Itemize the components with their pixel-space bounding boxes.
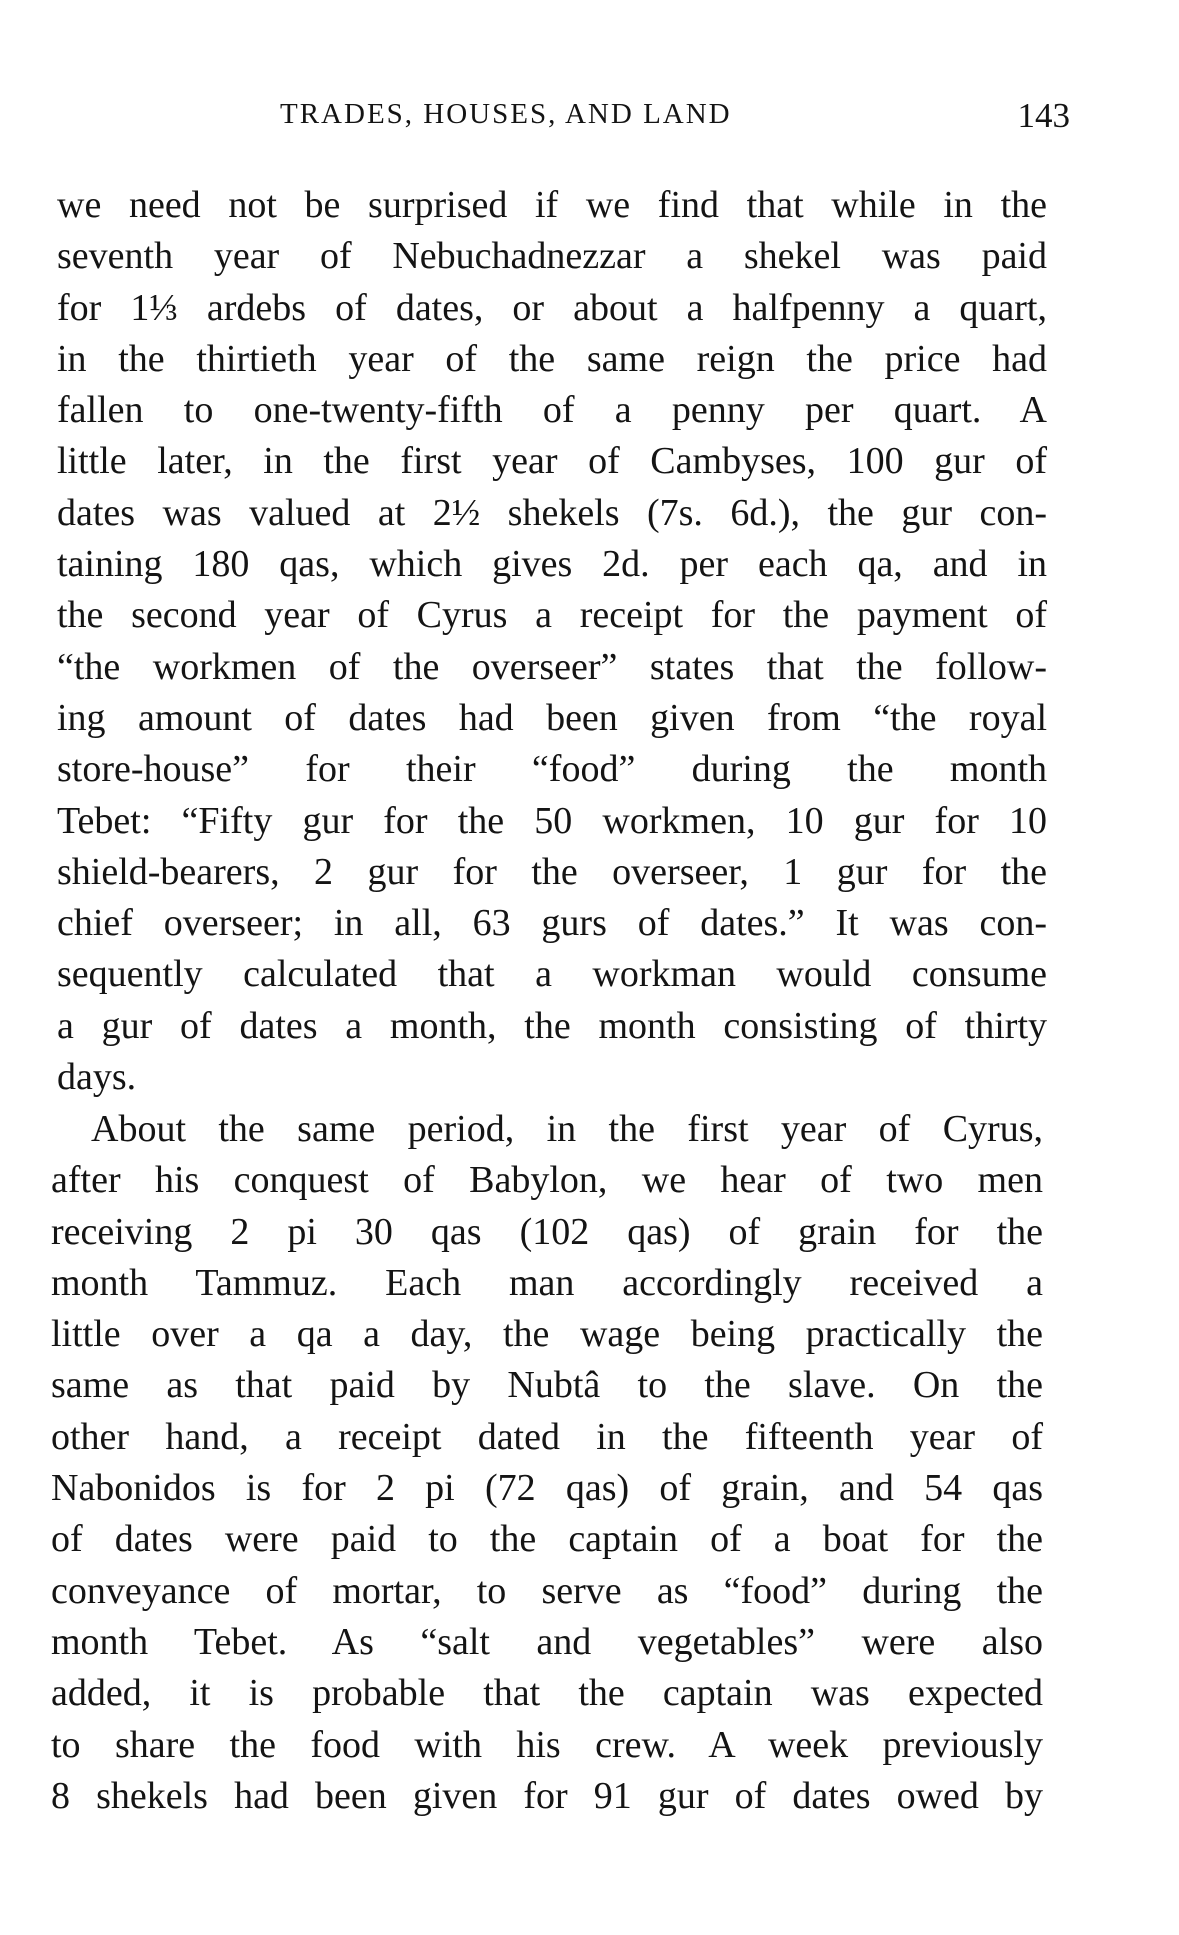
text-line: chief overseer; in all, 63 gurs of dates.” It was con- — [57, 902, 1047, 945]
page-number: 143 — [1017, 96, 1070, 135]
text-line: to share the food with his crew. A week previously — [51, 1723, 1043, 1766]
text-line: shield-bearers, 2 gur for the overseer, 1 gur for the — [57, 850, 1047, 893]
text-line: sequently calculated that a workman would consume — [57, 953, 1047, 996]
text-line: days. — [57, 1056, 137, 1099]
text-line: conveyance of mortar, to serve as “food” during the — [51, 1569, 1043, 1612]
text-line: “the workmen of the overseer” states that the follow- — [57, 645, 1047, 688]
text-line: seventh year of Nebuchadnezzar a shekel was paid — [57, 235, 1047, 278]
paragraph — [57, 180, 1047, 1103]
text-line: taining 180 qas, which gives 2d. per each qa, and in — [57, 543, 1047, 586]
text-line: fallen to one-twenty-fifth of a penny per quart. A — [57, 389, 1047, 432]
text-line: receiving 2 pi 30 qas (102 qas) of grain for the — [51, 1210, 1043, 1253]
text-line: little later, in the first year of Cambyses, 100 gur of — [57, 440, 1047, 483]
text-line: ing amount of dates had been given from “the royal — [57, 696, 1047, 739]
text-line: of dates were paid to the captain of a boat for the — [51, 1518, 1043, 1561]
page-header — [60, 96, 1070, 136]
text-line: store-house” for their “food” during the month — [57, 748, 1047, 791]
text-line: Tebet: “Fifty gur for the 50 workmen, 10 gur for 10 — [57, 799, 1047, 842]
text-line: a gur of dates a month, the month consisting of thirty — [57, 1004, 1047, 1047]
text-line: other hand, a receipt dated in the fifteenth year of — [51, 1415, 1043, 1458]
text-line: we need not be surprised if we find that while in the — [57, 184, 1047, 226]
paragraph — [51, 1104, 1043, 1822]
text-line: added, it is probable that the captain was expected — [51, 1672, 1043, 1715]
text-line: same as that paid by Nubtâ to the slave. On the — [51, 1364, 1043, 1407]
running-head: TRADES, HOUSES, AND LAND — [280, 98, 732, 130]
text-line: in the thirtieth year of the same reign the price had — [57, 337, 1047, 380]
text-line: after his conquest of Babylon, we hear of two men — [51, 1159, 1043, 1202]
text-line: month Tebet. As “salt and vegetables” were also — [51, 1620, 1043, 1663]
text-line: for 1⅓ ardebs of dates, or about a halfpenny a quart, — [57, 286, 1047, 329]
text-line: 8 shekels had been given for 91 gur of dates owed by — [51, 1774, 1043, 1817]
text-line: About the same period, in the first year of Cyrus, — [91, 1108, 1043, 1150]
text-line: the second year of Cyrus a receipt for the payment of — [57, 594, 1047, 637]
text-line: Nabonidos is for 2 pi (72 qas) of grain, and 54 qas — [51, 1467, 1043, 1510]
text-line: little over a qa a day, the wage being practically the — [51, 1313, 1043, 1356]
text-line: month Tammuz. Each man accordingly received a — [51, 1261, 1043, 1304]
text-line: dates was valued at 2½ shekels (7s. 6d.), the gur con- — [57, 491, 1047, 534]
